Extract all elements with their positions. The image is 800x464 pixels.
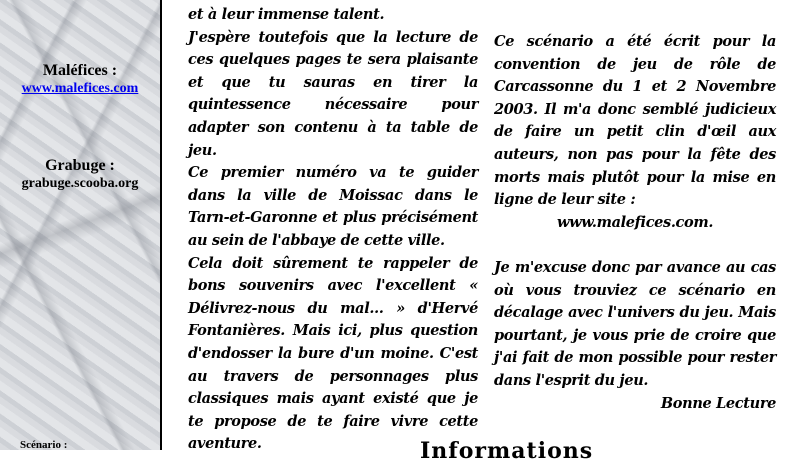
right-column	[494, 31, 776, 415]
paragraph-gap	[494, 234, 776, 257]
sidebar	[0, 0, 162, 450]
scenario-label: Scénario :	[20, 439, 68, 451]
signoff: Bonne Lecture	[660, 394, 776, 412]
malefices-label: Maléfices :	[42, 62, 118, 79]
grabuge-text: grabuge.scooba.org	[21, 176, 139, 191]
scenario-block	[0, 439, 160, 451]
malefices-block	[0, 62, 160, 97]
left-paragraph-0: et à leur immense talent.	[188, 6, 385, 23]
left-paragraph-2: Ce premier numéro va te guider dans la ville de Moissac dans le Tarn-et-Garonne et plus précisément au sein de l'abbaye de cette ville.	[188, 164, 478, 249]
left-column	[188, 4, 478, 456]
right-paragraph-1: Ce scénario a été écrit pour la convention de jeu de rôle de Carcassonne du 1 et 2 Novembre 2003. Il m'a donc semblé judicieux de faire un petit clin d'œil aux auteurs, non pas pour la fête des morts mais plutôt pour la mise en ligne de leur site :	[494, 33, 776, 209]
grabuge-block	[0, 157, 160, 192]
left-paragraph-3: Cela doit sûrement te rappeler de bons souvenirs avec l'excellent « Délivrez-nous du mal… » d'Hervé Fontanières. Mais ici, plus question d'endosser la bure d'un moine. C'est au travers de personnages plus classiques mais ayant existé que je te propose de te faire vivre cette aventure.	[188, 254, 478, 453]
right-site: www.malefices.com.	[556, 213, 714, 231]
right-paragraph-2: Je m'excuse donc par avance au cas où vous trouviez ce scénario en décalage avec l'univers du jeu. Mais pourtant, je vous prie de croire que j'ai fait de mon possible pour rester dans l'esprit du jeu.	[494, 258, 776, 389]
grabuge-label: Grabuge :	[45, 157, 115, 174]
malefices-link[interactable]: www.malefices.com	[21, 81, 139, 96]
left-paragraph-1: J'espère toutefois que la lecture de ces quelques pages te sera plaisante et que tu sauras en tirer la quintessence nécessaire pour adapter son contenu à ta table de jeu.	[188, 28, 478, 159]
informations-heading: Informations	[420, 438, 594, 464]
